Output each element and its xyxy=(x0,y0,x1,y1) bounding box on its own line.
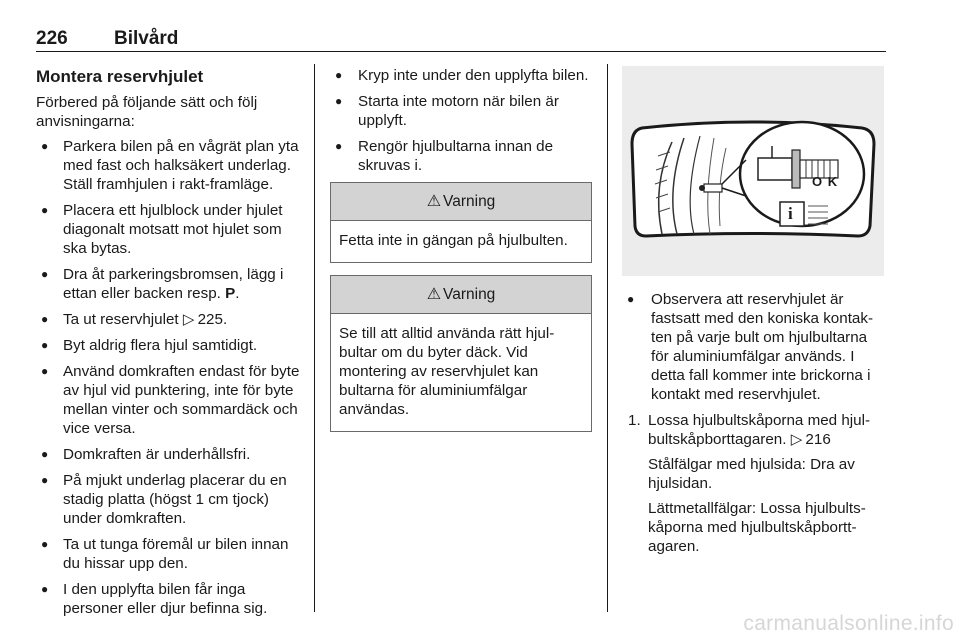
step-item xyxy=(622,411,888,556)
warning-triangle-icon: ⚠ xyxy=(426,286,442,303)
page-ref-link[interactable]: 225 xyxy=(197,311,223,328)
list-item: ● Dra åt parkeringsbromsen, lägg i ettan eller backen resp. P. xyxy=(36,265,300,303)
warning-header xyxy=(331,276,591,314)
step-list xyxy=(622,411,888,556)
list-item: ● På mjukt underlag placerar du en stadig platta (högst 1 cm tjock) under domkraften. xyxy=(36,471,300,528)
page-ref-icon: ▷ xyxy=(790,431,803,448)
page-ref-link[interactable]: 216 xyxy=(805,431,831,448)
column-divider-1 xyxy=(314,64,315,612)
page-number: 226 xyxy=(36,28,68,49)
list-item: ● Parkera bilen på en vågrät plan yta med fast och halksäkert underlag. Ställ framhjulen i rakt-framläge. xyxy=(36,137,300,194)
column-right xyxy=(622,290,888,562)
page-header xyxy=(36,28,886,52)
instruction-list xyxy=(622,290,888,404)
list-item: ● Observera att reservhjulet är fastsatt med den koniska kontak-ten på varje bult om hjulbultarna för aluminiumfälgar används. I detta fall kommer inte brickorna i kontakt med reservhjulet. xyxy=(622,290,888,404)
instruction-list xyxy=(36,137,300,618)
page-ref-icon: ▷ xyxy=(182,311,195,328)
warning-title: Varning xyxy=(443,286,496,303)
list-item: ● Domkraften är underhållsfri. xyxy=(36,445,300,464)
list-item: ● Ta ut tunga föremål ur bilen innan du hissar upp den. xyxy=(36,535,300,573)
instruction-list xyxy=(330,66,592,175)
column-left xyxy=(36,66,300,625)
ok-label: O K xyxy=(812,174,839,189)
column-middle xyxy=(330,66,592,440)
warning-body: Se till att alltid använda rätt hjul-bultar om du byter däck. Vid montering av reservhjulet kan bultarna för aluminiumfälgar användas. xyxy=(339,325,555,418)
intro-text: Förbered på följande sätt och följ anvisningarna: xyxy=(36,94,258,130)
step-number: 1. xyxy=(628,412,641,429)
list-item: ● Byt aldrig flera hjul samtidigt. xyxy=(36,336,300,355)
step-detail: Lättmetallfälgar: Lossa hjulbults-kåporna med hjulbultskåpbortt-agaren. xyxy=(648,500,866,555)
step-detail: Stålfälgar med hjulsida: Dra av hjulsidan. xyxy=(648,456,855,492)
warning-header xyxy=(331,183,591,221)
column-divider-2 xyxy=(607,64,608,612)
warning-title: Varning xyxy=(443,193,496,210)
section-title: Bilvård xyxy=(114,28,179,49)
list-item: ● Använd domkraften endast för byte av hjul vid punktering, inte för byte mellan vinter och sommardäck och vice versa. xyxy=(36,362,300,438)
list-item: ● Kryp inte under den upplyfta bilen. xyxy=(330,66,592,85)
list-item: ● I den upplyfta bilen får inga personer eller djur befinna sig. xyxy=(36,580,300,618)
list-item: ● Starta inte motorn när bilen är upplyft. xyxy=(330,92,592,130)
wheel-bolt-illustration xyxy=(622,66,884,276)
subsection-heading: Montera reservhjulet xyxy=(36,67,204,86)
step-text: Lossa hjulbultskåporna med hjul-bultskåpborttagaren. ▷ 216 xyxy=(648,412,871,448)
list-item: ● Placera ett hjulblock under hjulet diagonalt motsatt mot hjulet som ska bytas. xyxy=(36,201,300,258)
warning-triangle-icon: ⚠ xyxy=(426,193,442,210)
list-item: ● Rengör hjulbultarna innan de skruvas i. xyxy=(330,137,592,175)
info-icon: i xyxy=(788,204,793,223)
warning-box-1 xyxy=(330,182,592,263)
warning-box-2 xyxy=(330,275,592,432)
warning-body: Fetta inte in gängan på hjulbulten. xyxy=(339,232,568,249)
watermark-text: carmanualsonline.info xyxy=(743,612,954,635)
gear-label-p: P xyxy=(225,285,236,302)
list-item: ● Ta ut reservhjulet ▷ 225. xyxy=(36,310,300,329)
